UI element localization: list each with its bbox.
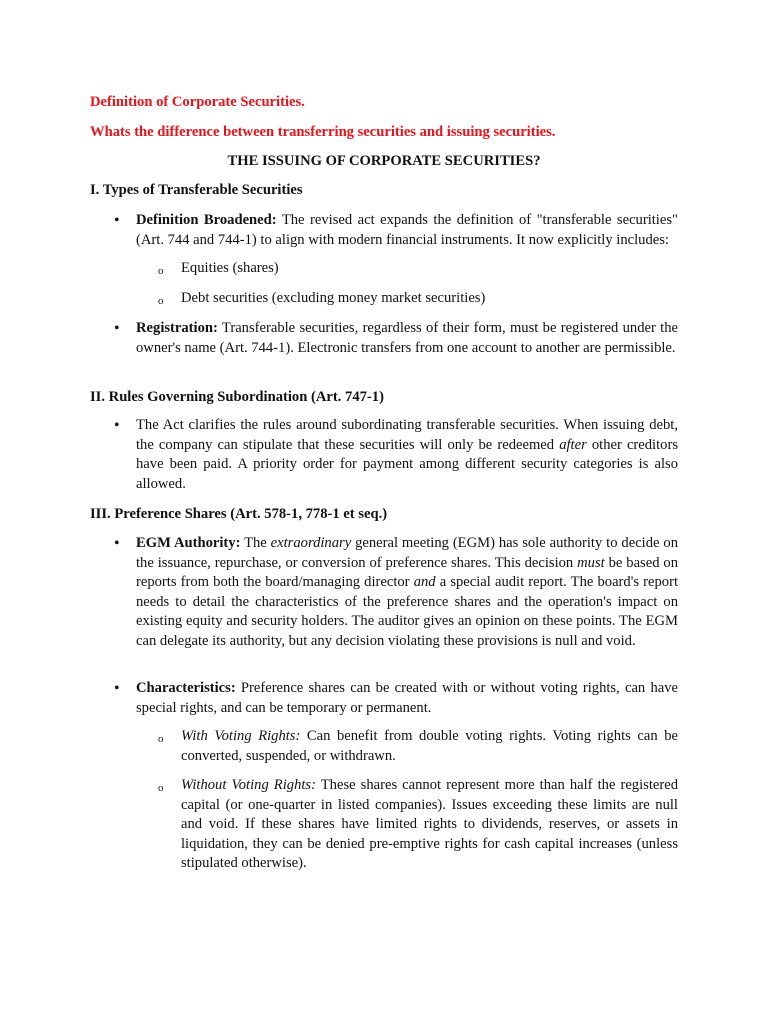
without-voting-rights-text: These shares cannot represent more than half the registered capital (or one-quarter in listed companies). Issues exceeding these limits are null and void. If these shares have limited rights to dividends, reserves, or assets in liquidation, they can be denied pre-emptive rights for cash capital increases (unless stipulated otherwise).: [181, 777, 679, 871]
subordination-paragraph: [136, 416, 678, 494]
bullet-disc-icon: •: [114, 320, 120, 337]
subordination-emphasis: after: [559, 436, 587, 453]
bullet-disc-icon: •: [114, 417, 120, 434]
heading-question: Whats the difference between transferring securities and issuing securities.: [90, 124, 556, 140]
without-voting-rights-paragraph: [181, 776, 678, 874]
subordination-text-2: other creditors have been paid. A priority order for payment among different security categories is also allowed.: [136, 436, 678, 492]
with-voting-rights-paragraph: [181, 727, 678, 766]
characteristics-label: Characteristics:: [136, 680, 236, 696]
definition-label: Definition Broadened:: [136, 212, 277, 228]
with-voting-rights-text: Can benefit from double voting rights. Voting rights can be converted, suspended, or withdrawn.: [181, 728, 678, 764]
with-voting-rights-label: With Voting Rights:: [181, 728, 301, 744]
characteristics-text: Preference shares can be created with or without voting rights, can have special rights, and can be temporary or permanent.: [136, 680, 678, 716]
egm-text-4: a special audit report. The board's report needs to detail the characteristics of the preference shares and the operation's impact on existing equity and security holders. The auditor gives an opinion on these points. The EGM can delegate its authority, but any decision violating these provisions is null and void.: [136, 574, 678, 649]
egm-emphasis-1: extraordinary: [270, 535, 352, 551]
bullet-circle-icon: o: [158, 733, 164, 745]
egm-paragraph: [136, 534, 678, 651]
egm-text-3: be based on reports from both the board/managing director: [136, 554, 679, 590]
egm-emphasis-2: must: [577, 554, 605, 571]
egm-text-2: general meeting (EGM) has sole authority to decide on the issuance, repurchase, or conversion of preference shares. This decision: [136, 535, 678, 571]
section-1-title: I. Types of Transferable Securities: [90, 182, 303, 198]
egm-label: EGM Authority:: [136, 535, 241, 551]
egm-text-1: The: [240, 535, 271, 551]
egm-emphasis-3: and: [413, 574, 436, 590]
subordination-text-1: The Act clarifies the rules around subordinating transferable securities. When issuing debt, the company can stipulate that these securities will only be redeemed: [136, 417, 678, 453]
definition-text: The revised act expands the definition of "transferable securities" (Art. 744 and 744-1) to align with modern financial instruments. It now explicitly includes:: [136, 212, 678, 248]
registration-label: Registration:: [136, 320, 218, 336]
bullet-disc-icon: •: [114, 212, 120, 229]
without-voting-rights-label: Without Voting Rights:: [181, 777, 316, 793]
bullet-circle-icon: o: [158, 782, 164, 794]
section-3-title: III. Preference Shares (Art. 578-1, 778-1 et seq.): [90, 506, 388, 522]
section-2-title: II. Rules Governing Subordination (Art. 747-1): [90, 389, 384, 405]
bullet-disc-icon: •: [114, 680, 120, 697]
bullet-circle-icon: o: [158, 295, 164, 307]
sub-item-equities: Equities (shares): [181, 260, 279, 276]
main-title: THE ISSUING OF CORPORATE SECURITIES?: [227, 153, 541, 169]
sub-item-debt-securities: Debt securities (excluding money market securities): [181, 290, 486, 306]
heading-definition: Definition of Corporate Securities.: [90, 94, 305, 110]
registration-paragraph: [136, 319, 678, 358]
bullet-disc-icon: •: [114, 535, 120, 552]
definition-paragraph: [136, 211, 678, 250]
characteristics-paragraph: [136, 679, 678, 718]
bullet-circle-icon: o: [158, 265, 164, 277]
registration-text: Transferable securities, regardless of their form, must be registered under the owner's name (Art. 744-1). Electronic transfers from one account to another are permissible.: [136, 320, 678, 356]
